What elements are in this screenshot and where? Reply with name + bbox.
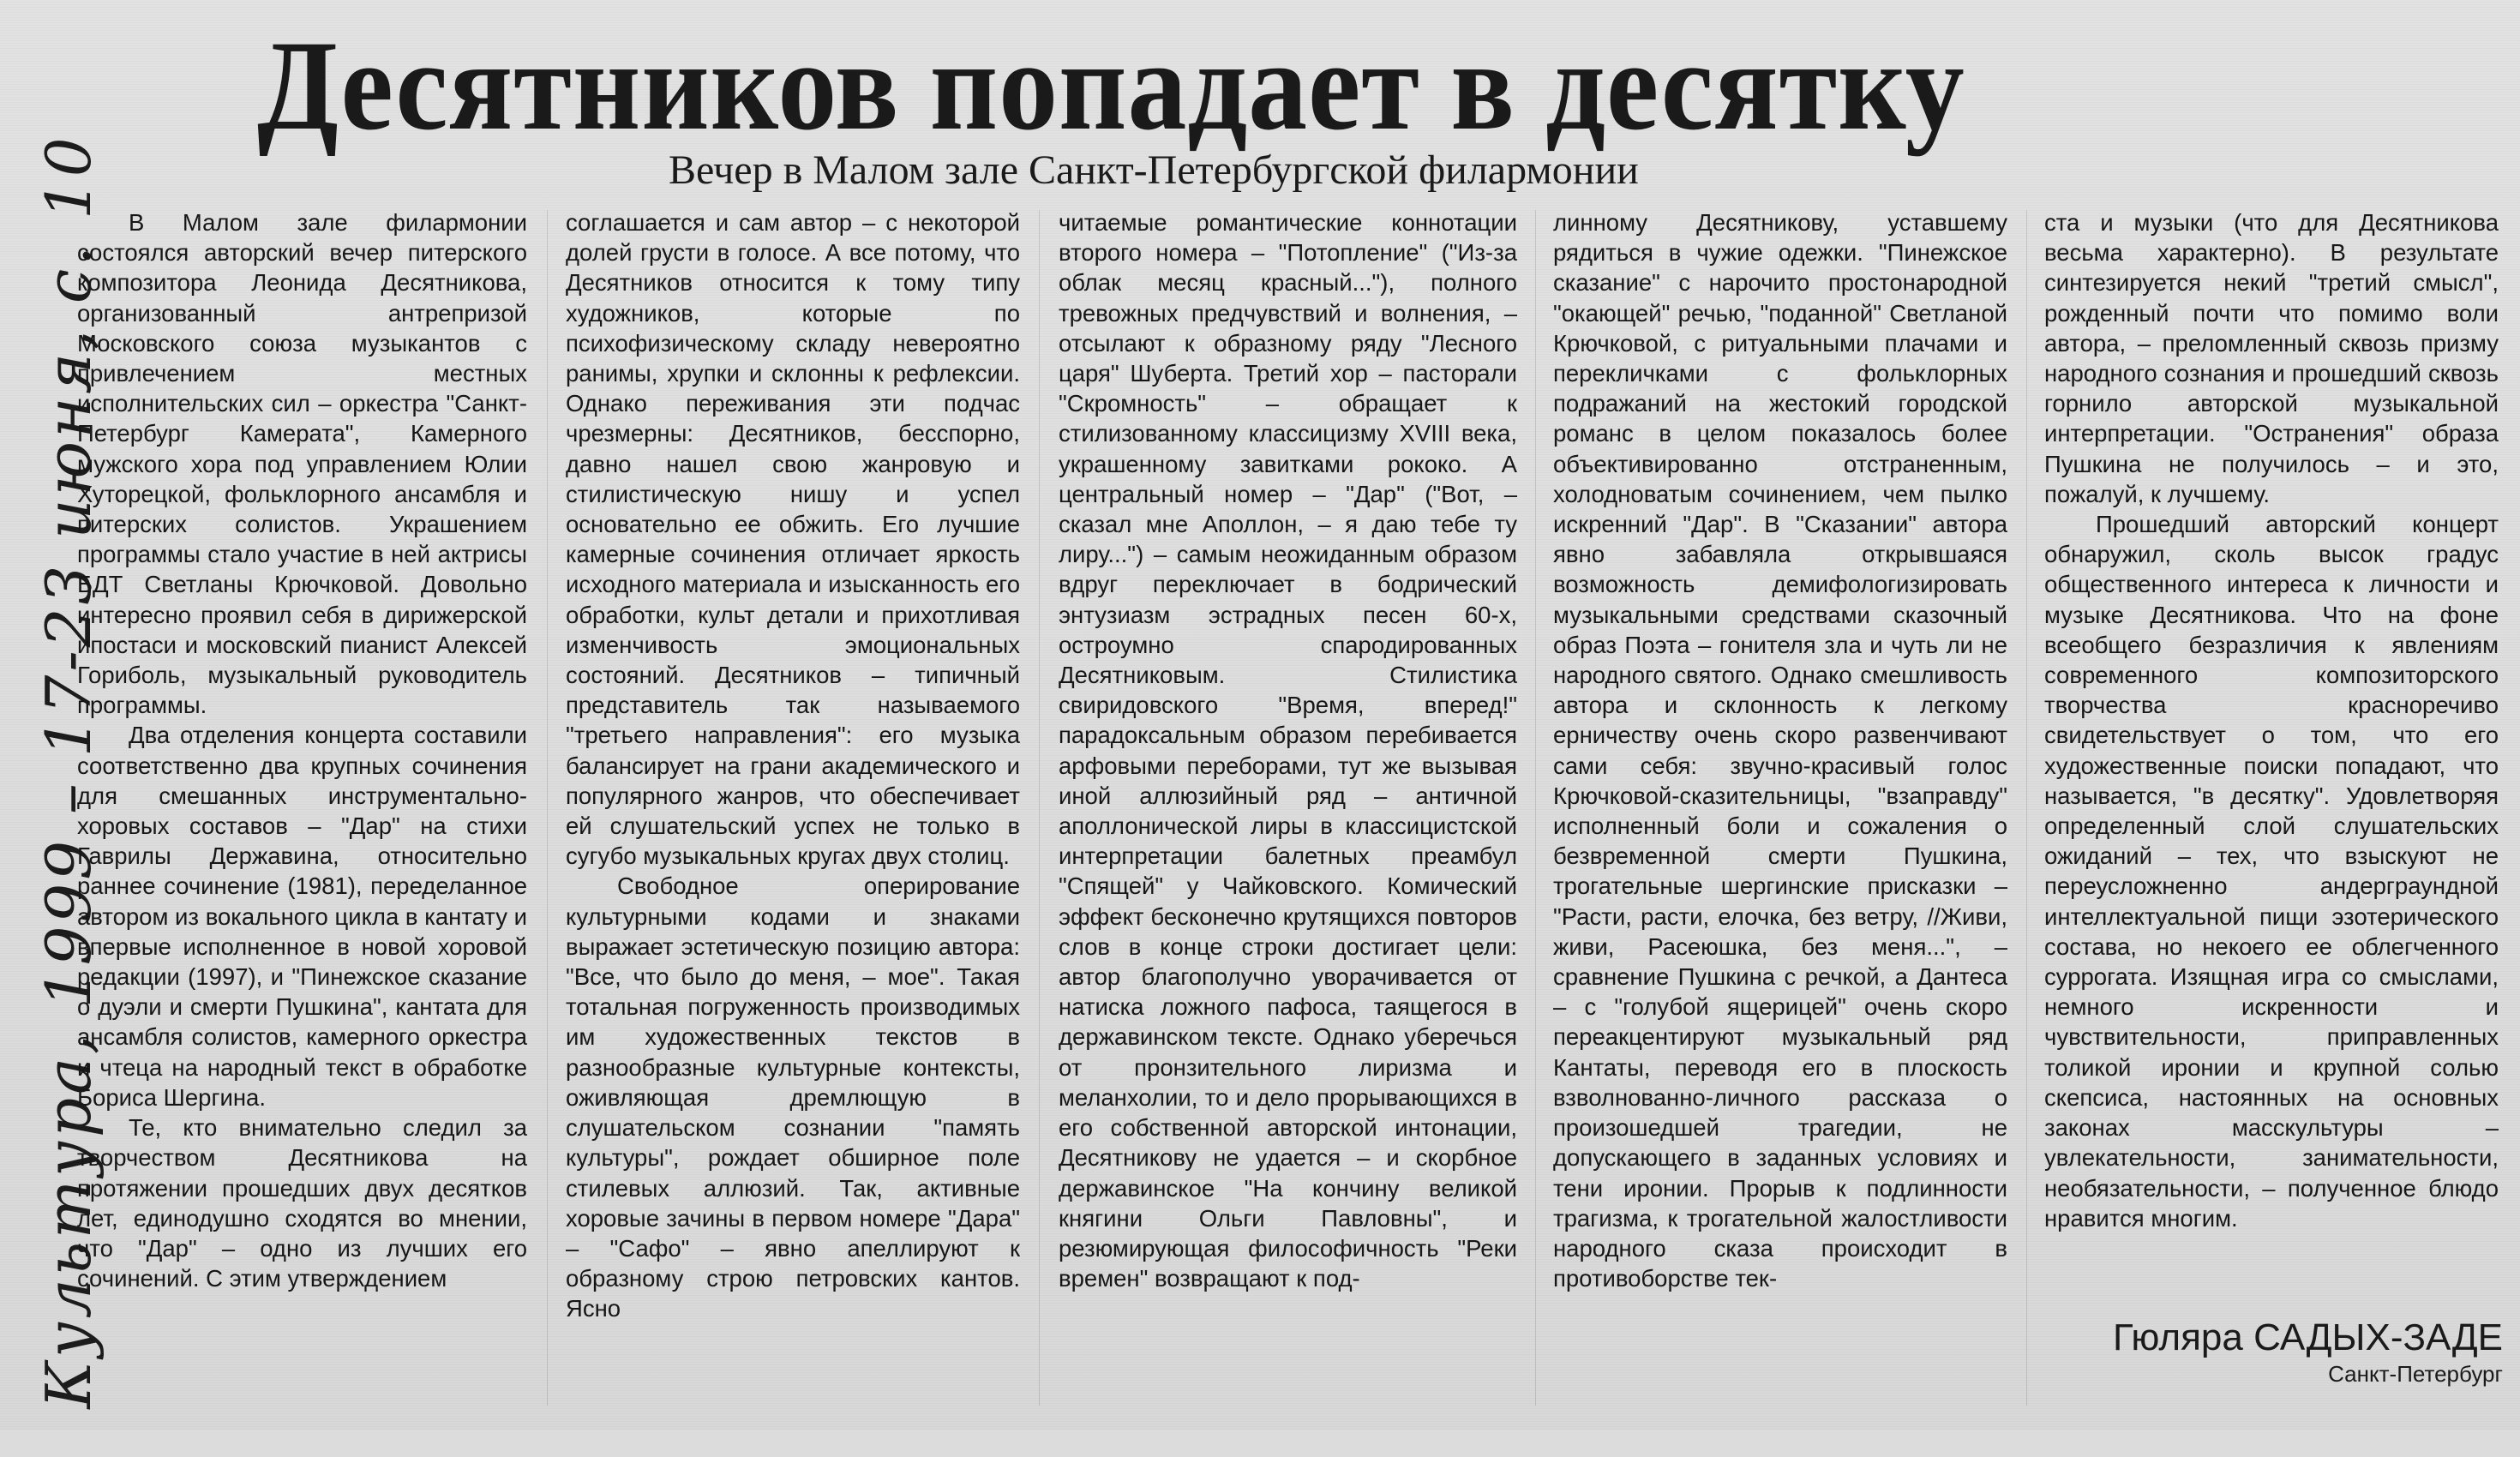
- paragraph: Два отделения концерта составили соответственно два крупных сочинения для смешанных инструментально-хоровых составов – "Дар" на стихи Гаврилы Державина, относительно раннее сочинение (1981), переделанное автором из вокального цикла в кантату и впервые исполненное в новой хоровой редакции (1997), и "Пинежское сказание о дуэли и смерти Пушкина", кантата для ансамбля солистов, камерного оркестра и чтеца на народный текст в обработке Бориса Шергина.: [77, 722, 527, 1111]
- column-divider: [1039, 210, 1040, 1406]
- article-column-4: [1553, 207, 2007, 1293]
- paragraph: Те, кто внимательно следил за творчеством Десятникова на протяжении прошедших двух десятков лет, единодушно сходятся во мнении, что "Дар" – одно из лучших его сочинений. С этим утверждением: [77, 1114, 527, 1292]
- column-divider: [547, 210, 548, 1406]
- paragraph: Свободное оперирование культурными кодами и знаками выражает эстетическую позицию автора: "Все, что было до меня, – мое". Такая тотальная погруженность производимых им художественных текстов в разнообразные культурные контексты, оживляющая дремлющую в слушательском сознании "память культуры", рождает обширное поле стилевых аллюзий. Так, активные хоровые зачины в первом номере "Дара" – "Сафо" – явно апеллируют к образному строю петровских кантов. Ясно: [566, 872, 1020, 1322]
- article-column-3: [1059, 207, 1517, 1293]
- article-subheadline: Вечер в Малом зале Санкт-Петербургской филармонии: [669, 147, 1639, 193]
- paragraph: линному Десятникову, уставшему рядиться в чужие одежки. "Пинежское сказание" с нарочито простонародной "окающей" речью, "поданной" Светланой Крючковой, с ритуальными плачами и перекличками с фольклорных подражаний на жестокий городской романс в целом показалось более объективированно отстраненным, холодноватым сочинением, чем пылко искренний "Дар". В "Сказании" автора явно забавляла открывшаяся возможность демифологизировать музыкальными средствами сказочный образ Поэта – гонителя зла и чуть ли не народного святого. Однако смешливость автора и склонность к легкому ерничеству очень скоро развенчивают сами себя: звучно-красивый голос Крючковой-сказительницы, "взаправду" исполненный боли и сожаления о безвременной смерти Пушкина, трогательные шергинские присказки – "Расти, расти, елочка, без ветру, //Живи, живи, Расеюшка, без меня...", – сравнение Пушкина с речкой, а Дантеса – с "голубой ящерицей" очень скоро переакцентируют музыкальный ряд Кантаты, переводя его в плоскость взволнованно-личного рассказа о произошедшей трагедии, не допускающего в заданных условиях и тени иронии. Прорыв к подлинности трагизма, к трогательной жалостливости народного сказа происходит в противоборстве тек-: [1553, 209, 2007, 1292]
- paragraph: соглашается и сам автор – с некоторой долей грусти в голосе. А все потому, что Десятников относится к тому типу художников, которые по психофизическому складу невероятно ранимы, хрупки и склонны к рефлексии. Однако переживания эти подчас чрезмерны: Десятников, бесспорно, давно нашел свою жанровую и стилистическую нишу и успел основательно ее обжить. Его лучшие камерные сочинения отличает яркость исходного материала и изысканность его обработки, культ детали и прихотливая изменчивость эмоциональных состояний. Десятников – типичный представитель так называемого "третьего направления": его музыка балансирует на грани академического и популярного жанров, что обеспечивает ей слушательский успех не только в сугубо музыкальных кругах двух столиц.: [566, 209, 1020, 870]
- article-column-5: [2044, 207, 2499, 1233]
- author-location: Санкт-Петербург: [2328, 1361, 2503, 1387]
- column-divider: [1535, 210, 1536, 1406]
- article-headline: Десятников попадает в десятку: [257, 15, 1965, 157]
- paragraph: читаемые романтические коннотации второго номера – "Потопление" ("Из-за облак месяц красный..."), полного тревожных предчувствий и волнения, – отсылают к образному ряду "Лесного царя" Шуберта. Третий хор – пасторали "Скромность" – обращает к стилизованному классицизму XVIII века, украшенному завитками рококо. А центральный номер – "Дар" ("Вот, – сказал мне Аполлон, – я даю тебе ту лиру...") – самым неожиданным образом вдруг переключает в бодрический энтузиазм эстрадных песен 60-х, остроумно спародированных Десятниковым. Стилистика свиридовского "Время, вперед!" парадоксальным образом перебивается арфовыми переборами, тут же вызывая иной аллюзийный ряд – античной аполлонической лиры в классицистской интерпретации балетных преамбул "Спящей" у Чайковского. Комический эффект бесконечно крутящихся повторов слов в конце строки достигает цели: автор благополучно уворачивается от натиска ложного пафоса, таящегося в державинском тексте. Однако уберечься от пронзительного лиризма и меланхолии, то и дело прорывающихся в его собственной авторской интонации, Десятникову не удается – и скорбное державинское "На кончину великой княгини Ольги Павловны", и резюмирующая философичность "Реки времен" возвращают к под-: [1059, 209, 1517, 1292]
- paragraph: В Малом зале филармонии состоялся авторский вечер питерского композитора Леонида Десятникова, организованный антрепризой Московского союза музыкантов с привлечением местных исполнительских сил – оркестра "Санкт-Петербург Камерата", Камерного мужского хора под управлением Юлии Хуторецкой, фольклорного ансамбля и питерских солистов. Украшением программы стало участие в ней актрисы БДТ Светланы Крючковой. Довольно интересно проявил себя в дирижерской ипостаси и московский пианист Алексей Гориболь, музыкальный руководитель программы.: [77, 209, 527, 719]
- column-divider: [2026, 210, 2027, 1406]
- article-column-1: [77, 207, 527, 1293]
- paragraph: Прошедший авторский концерт обнаружил, сколь высок градус общественного интереса к личности и музыке Десятникова. Что на фоне всеобщего безразличия к явлениям современного композиторского творчества красноречиво свидетельствует о том, что его художественные поиски попадают, что называется, "в десятку". Удовлетворяя определенный слой слушательских ожиданий – тех, что взыскуют не переусложненно андерграундной интеллектуальной пищи эзотерического состава, но некоего ее облегченного суррогата. Изящная игра со смыслами, немного искренности и чувствительности, приправленных толикой иронии и крупной солью скепсиса, настоянных на основных законах масскультуры – увлекательности, занимательности, необязательности, – полученное блюдо нравится многим.: [2044, 511, 2499, 1232]
- author-byline: [2091, 1316, 2503, 1388]
- article-column-2: [566, 207, 1020, 1324]
- handwritten-source-note: Культура, 1999 – 17-23 июня, с. 10: [33, 134, 105, 1409]
- paragraph: ста и музыки (что для Десятникова весьма характерно). В результате синтезируется некий "третий смысл", рожденный почти что помимо воли автора, – преломленный сквозь призму народного сознания и прошедший сквозь горнило авторской музыкальной интерпретации. "Остранения" образа Пушкина не получилось – и это, пожалуй, к лучшему.: [2044, 209, 2499, 507]
- author-name: Гюляра САДЫХ-ЗАДЕ: [2113, 1316, 2503, 1358]
